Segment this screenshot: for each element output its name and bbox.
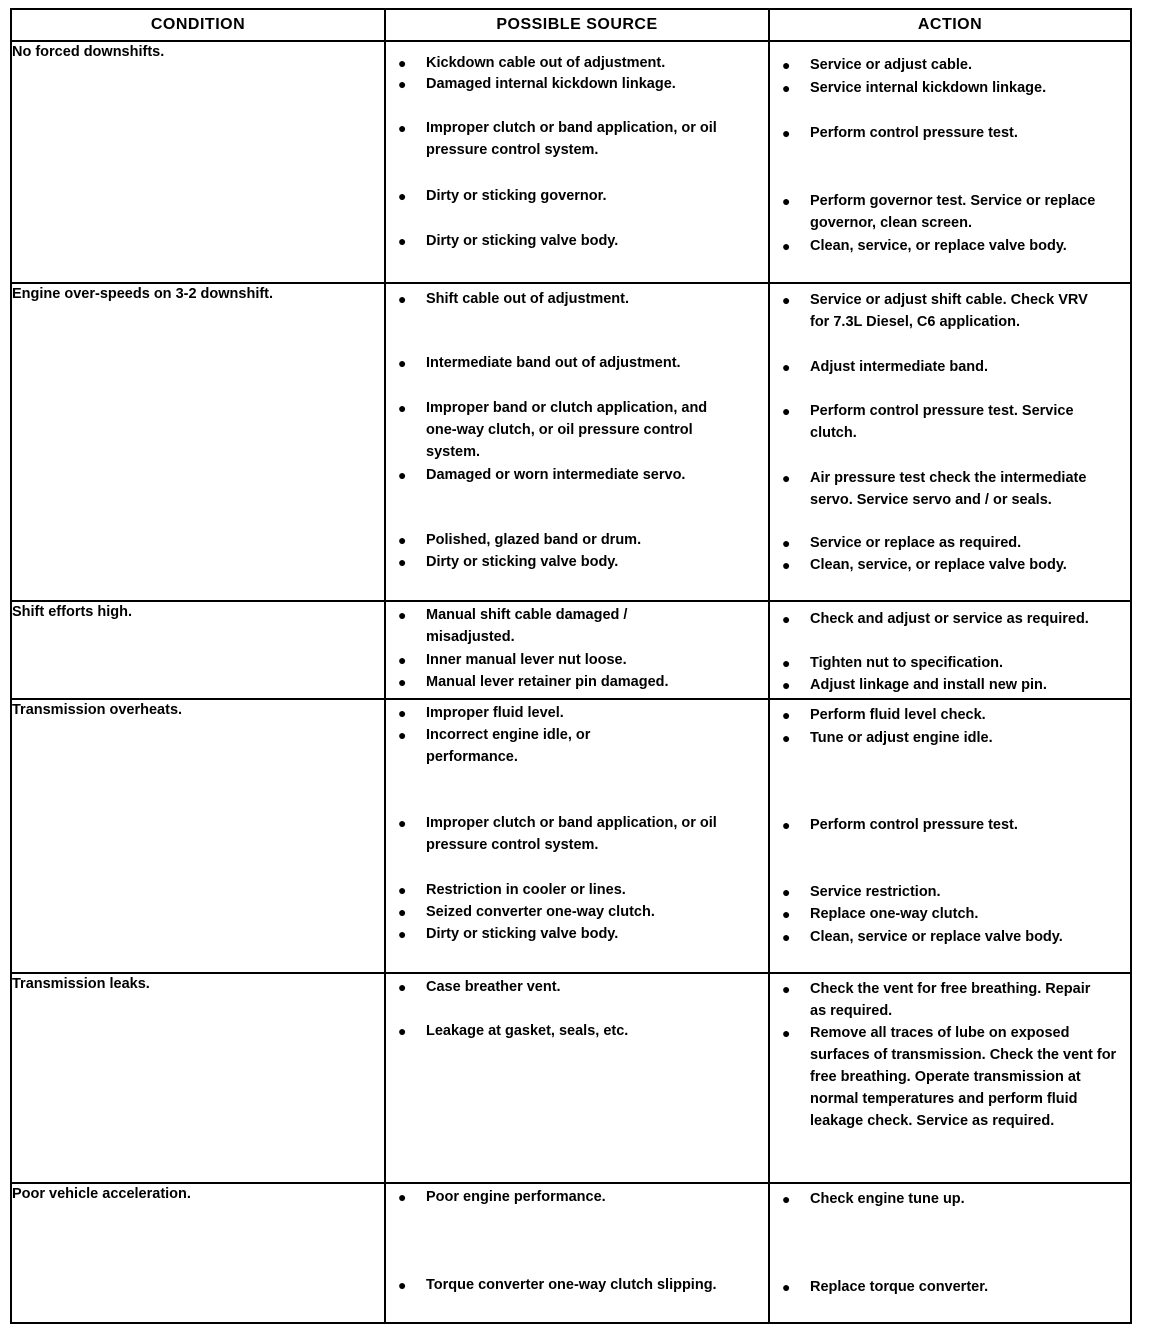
- source-text: Restriction in cooler or lines.: [426, 882, 626, 898]
- action-item: [770, 235, 1110, 257]
- table-row: [11, 283, 1131, 601]
- bullet-icon: ●: [782, 1025, 791, 1041]
- source-text: Improper fluid level.: [426, 705, 564, 721]
- source-cell: [385, 283, 769, 601]
- action-item: [770, 190, 1110, 234]
- source-item: [386, 288, 731, 310]
- source-text: Improper clutch or band application, or oil pressure control system.: [426, 815, 717, 853]
- bullet-icon: ●: [398, 727, 407, 743]
- bullet-icon: ●: [782, 193, 791, 209]
- table-row: [11, 1183, 1131, 1323]
- bullet-icon: ●: [398, 882, 407, 898]
- bullet-icon: ●: [782, 403, 791, 419]
- condition-cell: Shift efforts high.: [11, 601, 385, 699]
- header-possible-source: POSSIBLE SOURCE: [385, 9, 769, 41]
- bullet-icon: ●: [398, 674, 407, 690]
- action-text: Check engine tune up.: [810, 1191, 965, 1207]
- action-cell: [769, 41, 1131, 283]
- action-item: [770, 903, 1110, 925]
- condition-cell: Transmission leaks.: [11, 973, 385, 1183]
- action-text: Air pressure test check the intermediate servo. Service servo and / or seals.: [810, 470, 1087, 508]
- source-item: [386, 352, 696, 374]
- bullet-icon: ●: [398, 76, 407, 92]
- source-item: [386, 464, 726, 486]
- action-text: Clean, service, or replace valve body.: [810, 557, 1067, 573]
- condition-cell: No forced downshifts.: [11, 41, 385, 283]
- table-row: [11, 601, 1131, 699]
- table-row: [11, 41, 1131, 283]
- header-row: [11, 9, 1131, 41]
- bullet-icon: ●: [398, 607, 407, 623]
- action-text: Remove all traces of lube on exposed surfaces of transmission. Check the vent for free breathing. Operate transmission at normal temperatures and perform fluid leakage check. Service as required.: [810, 1025, 1117, 1129]
- source-text: Shift cable out of adjustment.: [426, 291, 630, 307]
- source-item: [386, 529, 731, 551]
- action-text: Adjust intermediate band.: [810, 359, 989, 375]
- condition-cell: Poor vehicle acceleration.: [11, 1183, 385, 1323]
- action-text: Service restriction.: [810, 884, 941, 900]
- action-item: [770, 608, 1090, 630]
- bullet-icon: ●: [782, 611, 791, 627]
- action-text: Clean, service, or replace valve body.: [810, 238, 1067, 254]
- source-text: Inner manual lever nut loose.: [426, 652, 627, 668]
- bullet-icon: ●: [782, 470, 791, 486]
- action-text: Perform fluid level check.: [810, 707, 986, 723]
- source-item: [386, 185, 726, 207]
- bullet-icon: ●: [398, 979, 407, 995]
- source-text: Dirty or sticking valve body.: [426, 554, 619, 570]
- bullet-icon: ●: [398, 1023, 407, 1039]
- bullet-icon: ●: [782, 707, 791, 723]
- action-item: [770, 881, 1110, 903]
- condition-cell: Transmission overheats.: [11, 699, 385, 973]
- source-text: Dirty or sticking governor.: [426, 188, 607, 204]
- bullet-icon: ●: [782, 655, 791, 671]
- bullet-icon: ●: [398, 554, 407, 570]
- source-text: Seized converter one-way clutch.: [426, 904, 655, 920]
- source-text: Damaged internal kickdown linkage.: [426, 76, 676, 92]
- bullet-icon: ●: [782, 817, 791, 833]
- bullet-icon: ●: [398, 652, 407, 668]
- bullet-icon: ●: [398, 467, 407, 483]
- header-condition: CONDITION: [11, 9, 385, 41]
- diagnosis-table: [10, 8, 1132, 1324]
- action-item: [770, 532, 1115, 554]
- action-cell: [769, 699, 1131, 973]
- source-text: Leakage at gasket, seals, etc.: [426, 1023, 629, 1039]
- bullet-icon: ●: [782, 884, 791, 900]
- source-text: Kickdown cable out of adjustment.: [426, 55, 666, 71]
- action-item: [770, 652, 1130, 674]
- bullet-icon: ●: [398, 55, 407, 71]
- bullet-icon: ●: [398, 532, 407, 548]
- source-item: [386, 604, 686, 648]
- bullet-icon: ●: [782, 677, 791, 693]
- bullet-icon: ●: [782, 57, 791, 73]
- action-cell: [769, 1183, 1131, 1323]
- source-text: Incorrect engine idle, or performance.: [426, 727, 591, 765]
- action-text: Check and adjust or service as required.: [810, 611, 1089, 627]
- action-item: [770, 1188, 1110, 1210]
- source-item: [386, 1186, 726, 1208]
- source-text: Case breather vent.: [426, 979, 561, 995]
- source-item: [386, 397, 738, 463]
- source-item: [386, 879, 736, 901]
- bullet-icon: ●: [782, 906, 791, 922]
- bullet-icon: ●: [398, 233, 407, 249]
- source-text: Damaged or worn intermediate servo.: [426, 467, 686, 483]
- action-text: Replace one-way clutch.: [810, 906, 979, 922]
- action-text: Check the vent for free breathing. Repair as required.: [810, 981, 1091, 1019]
- source-item: [386, 812, 726, 856]
- bullet-icon: ●: [782, 1191, 791, 1207]
- bullet-icon: ●: [782, 292, 791, 308]
- header-action: ACTION: [769, 9, 1131, 41]
- bullet-icon: ●: [398, 1189, 407, 1205]
- action-item: [770, 704, 1110, 726]
- action-item: [770, 1276, 1110, 1298]
- source-item: [386, 117, 726, 161]
- source-text: Manual shift cable damaged / misadjusted.: [426, 607, 628, 645]
- action-item: [770, 77, 1110, 99]
- bullet-icon: ●: [782, 535, 791, 551]
- bullet-icon: ●: [782, 981, 791, 997]
- source-item: [386, 1020, 746, 1042]
- source-cell: [385, 699, 769, 973]
- source-item: [386, 551, 731, 573]
- bullet-icon: ●: [398, 400, 407, 416]
- bullet-icon: ●: [782, 80, 791, 96]
- action-item: [770, 814, 1120, 836]
- bullet-icon: ●: [782, 359, 791, 375]
- source-cell: [385, 41, 769, 283]
- source-item: [386, 649, 746, 671]
- bullet-icon: ●: [398, 291, 407, 307]
- action-item: [770, 1022, 1122, 1132]
- source-text: Improper clutch or band application, or oil pressure control system.: [426, 120, 717, 158]
- source-item: [386, 230, 726, 252]
- action-item: [770, 978, 1110, 1022]
- action-item: [770, 926, 1110, 948]
- bullet-icon: ●: [782, 730, 791, 746]
- action-item: [770, 674, 1130, 696]
- action-text: Perform control pressure test.: [810, 125, 1018, 141]
- action-text: Replace torque converter.: [810, 1279, 989, 1295]
- action-item: [770, 122, 1110, 144]
- source-cell: [385, 973, 769, 1183]
- action-text: Clean, service or replace valve body.: [810, 929, 1063, 945]
- source-item: [386, 73, 726, 95]
- action-text: Service internal kickdown linkage.: [810, 80, 1047, 96]
- source-item: [386, 52, 726, 74]
- condition-cell: Engine over-speeds on 3-2 downshift.: [11, 283, 385, 601]
- source-item: [386, 702, 726, 724]
- bullet-icon: ●: [782, 238, 791, 254]
- source-item: [386, 901, 736, 923]
- action-text: Perform control pressure test. Service clutch.: [810, 403, 1074, 441]
- bullet-icon: ●: [398, 904, 407, 920]
- source-text: Dirty or sticking valve body.: [426, 926, 619, 942]
- action-text: Tune or adjust engine idle.: [810, 730, 993, 746]
- action-item: [770, 356, 1110, 378]
- table-row: [11, 973, 1131, 1183]
- action-item: [770, 289, 1100, 333]
- table-row: [11, 699, 1131, 973]
- source-item: [386, 923, 736, 945]
- action-cell: [769, 601, 1131, 699]
- bullet-icon: ●: [782, 125, 791, 141]
- bullet-icon: ●: [398, 926, 407, 942]
- action-item: [770, 727, 1110, 749]
- bullet-icon: ●: [398, 188, 407, 204]
- source-text: Dirty or sticking valve body.: [426, 233, 619, 249]
- bullet-icon: ●: [398, 1277, 407, 1293]
- source-item: [386, 724, 686, 768]
- diagnosis-sheet: [10, 8, 1130, 1320]
- source-text: Torque converter one-way clutch slipping.: [426, 1277, 717, 1293]
- action-item: [770, 400, 1100, 444]
- bullet-icon: ●: [782, 929, 791, 945]
- action-text: Service or adjust cable.: [810, 57, 972, 73]
- bullet-icon: ●: [782, 557, 791, 573]
- bullet-icon: ●: [782, 1279, 791, 1295]
- action-text: Perform control pressure test.: [810, 817, 1018, 833]
- bullet-icon: ●: [398, 815, 407, 831]
- action-item: [770, 467, 1115, 511]
- source-cell: [385, 601, 769, 699]
- source-item: [386, 1274, 726, 1296]
- action-text: Adjust linkage and install new pin.: [810, 677, 1047, 693]
- bullet-icon: ●: [398, 705, 407, 721]
- action-cell: [769, 973, 1131, 1183]
- action-text: Service or adjust shift cable. Check VRV for 7.3L Diesel, C6 application.: [810, 292, 1088, 330]
- action-item: [770, 554, 1110, 576]
- source-item: [386, 671, 756, 693]
- source-text: Polished, glazed band or drum.: [426, 532, 642, 548]
- action-item: [770, 54, 1110, 76]
- bullet-icon: ●: [398, 355, 407, 371]
- source-text: Manual lever retainer pin damaged.: [426, 674, 669, 690]
- source-text: Improper band or clutch application, and one-way clutch, or oil pressure control system.: [426, 400, 708, 460]
- source-item: [386, 976, 726, 998]
- source-text: Intermediate band out of adjustment.: [426, 355, 681, 371]
- source-text: Poor engine performance.: [426, 1189, 606, 1205]
- action-text: Tighten nut to specification.: [810, 655, 1004, 671]
- action-cell: [769, 283, 1131, 601]
- bullet-icon: ●: [398, 120, 407, 136]
- action-text: Service or replace as required.: [810, 535, 1022, 551]
- action-text: Perform governor test. Service or replace governor, clean screen.: [810, 193, 1096, 231]
- source-cell: [385, 1183, 769, 1323]
